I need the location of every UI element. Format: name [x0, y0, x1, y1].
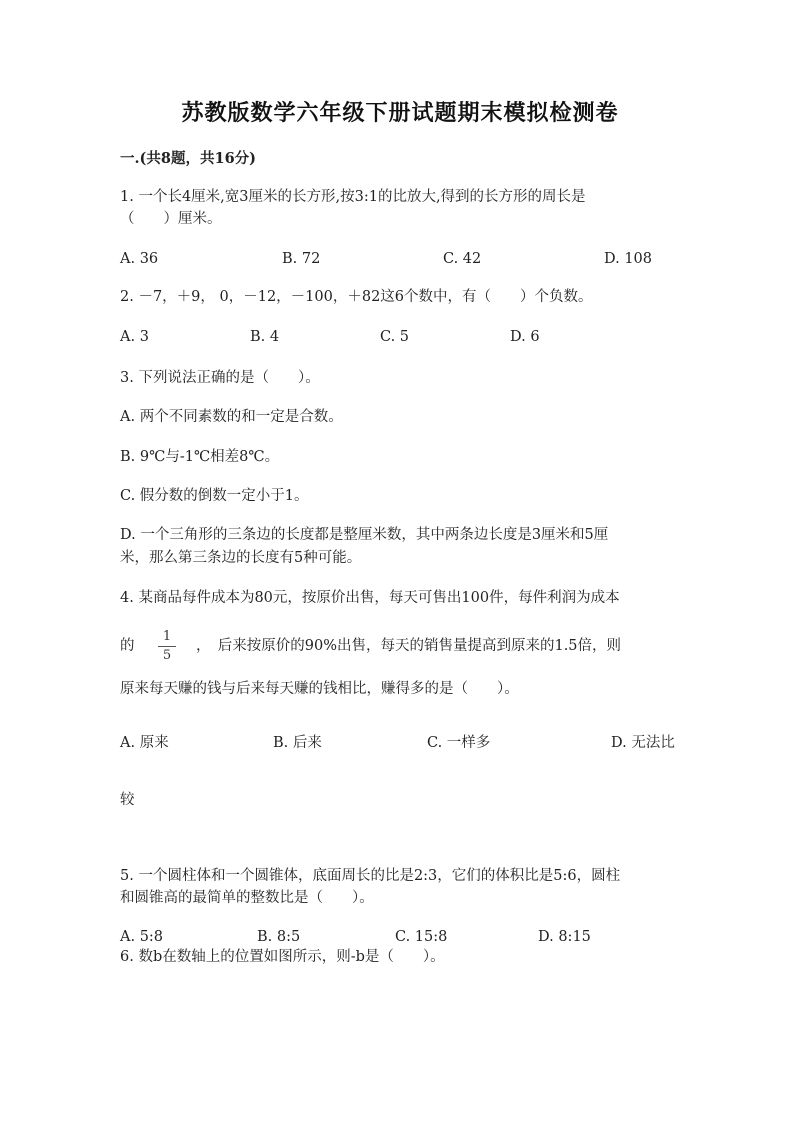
question-4-text-de: 的 [120, 638, 135, 654]
question-1-text: 1. 一个长4厘米,宽3厘米的长方形,按3:1的比放大,得到的长方形的周长是 [120, 189, 586, 205]
fraction-denominator: 5 [162, 648, 172, 663]
question-2-option-d: D. 6 [510, 329, 540, 345]
question-1-option-d: D. 108 [604, 251, 653, 267]
question-3-option-b: B. 9℃与-1℃相差8℃。 [120, 449, 280, 465]
question-2-option-b: B. 4 [250, 329, 280, 345]
section-heading: 一.(共8题，共16分) [120, 150, 257, 167]
question-4-option-d-wrap: 较 [120, 792, 135, 808]
question-4-option-b: B. 后来 [273, 735, 322, 751]
question-4-option-d: D. 无法比 [611, 735, 675, 751]
question-5-text-cont: 和圆锥高的最简单的整数比是（ ）。 [120, 890, 374, 906]
question-2-option-a: A. 3 [120, 329, 149, 345]
question-1-option-a: A. 36 [120, 251, 159, 267]
question-3-option-d: D. 一个三角形的三条边的长度都是整厘米数，其中两条边长度是3厘米和5厘 [120, 527, 609, 543]
question-3-option-d-cont: 米，那么第三条边的长度有5种可能。 [120, 550, 362, 566]
question-4-option-a: A. 原来 [120, 735, 169, 751]
question-1-option-c: C. 42 [443, 251, 482, 267]
question-3-option-a: A. 两个不同素数的和一定是合数。 [120, 409, 343, 425]
question-4-text-cont: ， 后来按原价的90%出售，每天的销售量提高到原来的1.5倍，则 [196, 638, 622, 654]
question-4-text-cont2: 原来每天赚的钱与后来每天赚的钱相比，赚得多的是（ ）。 [120, 681, 519, 697]
question-3-text: 3. 下列说法正确的是（ ）。 [120, 370, 320, 386]
question-5-option-d: D. 8:15 [538, 929, 591, 945]
question-2-text: 2. －7，＋9， 0，－12，－100，＋82这6个数中，有（ ）个负数。 [120, 289, 593, 305]
question-6-text: 6. 数b在数轴上的位置如图所示，则-b是（ ）。 [120, 949, 445, 965]
question-4-option-c: C. 一样多 [427, 735, 491, 751]
question-5-option-c: C. 15:8 [395, 929, 448, 945]
question-5-text: 5. 一个圆柱体和一个圆锥体，底面周长的比是2:3，它们的体积比是5:6，圆柱 [120, 868, 621, 884]
fraction-numerator: 1 [162, 629, 172, 644]
page-title: 苏教版数学六年级下册试题期末模拟检测卷 [181, 100, 619, 126]
question-4-text: 4. 某商品每件成本为80元，按原价出售，每天可售出100件，每件利润为成本 [120, 590, 620, 606]
question-1-option-b: B. 72 [282, 251, 321, 267]
question-1-text-cont: （ ）厘米。 [120, 211, 222, 227]
question-5-option-b: B. 8:5 [257, 929, 301, 945]
fraction-bar [158, 646, 176, 647]
fraction-one-fifth [155, 630, 179, 663]
question-3-option-c: C. 假分数的倒数一定小于1。 [120, 488, 309, 504]
question-5-option-a: A. 5:8 [120, 929, 164, 945]
question-2-option-c: C. 5 [380, 329, 410, 345]
